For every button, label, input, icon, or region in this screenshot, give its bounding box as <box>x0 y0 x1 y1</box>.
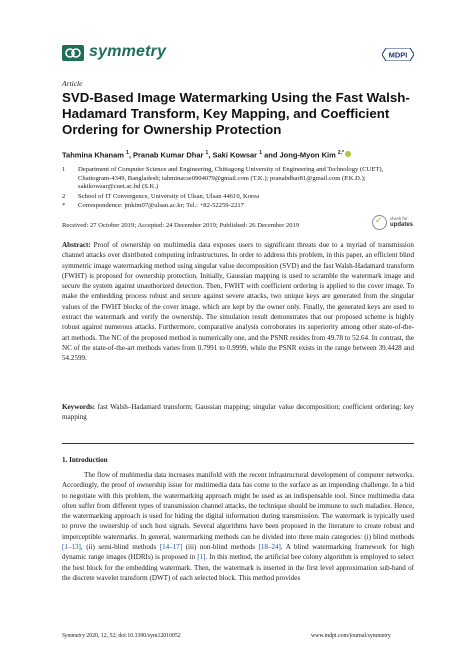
affiliation-number: * <box>62 202 66 209</box>
section-heading: 1. Introduction <box>62 456 108 464</box>
keywords <box>62 402 414 423</box>
correspondence <box>62 202 414 211</box>
author-separator: , <box>128 150 134 160</box>
affiliation <box>62 166 414 192</box>
check-for-updates-badge[interactable] <box>372 213 414 237</box>
citation-link[interactable]: [18–24] <box>258 543 281 552</box>
article-type: Article <box>62 79 83 88</box>
intro-text: The flow of multimedia data increases manifold with the recent infrastructural development of computer networks. Accordingly, the proof of ownership issue for multimedia data has come to the surface as an impending challenge. In a bid to negotiate with this problem, the watermarking approach might be used as an indispensable tool. Since multimedia data often suffer from different types of transmission channel attacks, the technique should be immune to such maladies. Hence, the watermarking approach is used for hiding the digital information during transmission. The watermark is typically used to prove the ownership of such host signals. Several algorithms have been proposed in the literature to create robust and imperceptible watermarks. In general, watermarking methods can be divided into three main categories: (i) blind methods <box>62 471 414 541</box>
intro-paragraph <box>62 470 414 583</box>
citation-link[interactable]: [1] <box>197 553 206 562</box>
orcid-icon[interactable] <box>345 151 351 157</box>
intro-text: , (ii) semi-blind methods <box>80 543 160 552</box>
author-affil: 1 <box>205 150 209 156</box>
journal-name: symmetry <box>89 43 167 60</box>
symmetry-logo-icon <box>62 45 84 61</box>
abstract-text: Proof of ownership on multimedia data exposes users to significant threats due to a myriad of transmission channel attacks over distributed computing infrastructures. In order to address this problem, in this paper, an efficient blind symmetric image watermarking method using singular value decomposition (SVD) and the fast Walsh-Hadamard transform (FWHT) is proposed for ownership protection. Initially, Gaussian mapping is used to scramble the watermark image and secure the system against unauthorized detection. Then, FWHT with coefficient ordering is applied to the cover image. To make the embedding process robust and secure against severe attacks, two unique keys are generated from the singular values of the FWHT blocks of the cover image, which are kept by the owner only. Finally, the generated keys are used to extract the watermark and verify the ownership. The simulation result demonstrates that our proposed scheme is highly robust against numerous attacks. Furthermore, comparative analysis corroborates its superiority among other state-of-the-art methods. The NC of the proposed method is numerically one, and the PSNR resides from 49.78 to 52.64. In contrast, the NC of the state-of-the-art methods varies from 0.7991 to 0.9999, while the PSNR exists in the range between 39.4428 and 54.2599. <box>62 241 414 363</box>
affiliation-text: Department of Computer Science and Engineering, Chittagong University of Engineering and Technology (CUET), Chattogram-4349, Bangladesh; tahminacse0904079@gmail.com (T.K.); pranabdhar81@gmail.com (P.K.D.); sakikowsar@cuet.ac.bd (S.K.) <box>78 166 384 191</box>
keywords-label: Keywords: <box>62 403 96 411</box>
affiliation <box>62 193 414 202</box>
section-divider <box>62 443 414 444</box>
correspondence-text: Correspondence: jmkim07@ulsan.ac.kr; Tel.: +82-52259-2217 <box>78 202 244 209</box>
author-name: Tahmina Khanam <box>62 150 124 160</box>
check-mark-icon: ✓ <box>375 216 383 226</box>
intro-text: . A blind watermarking framework for high dynamic range images (HDRIs) is proposed in <box>62 543 414 562</box>
intro-text: (iii) non-blind methods <box>182 543 259 552</box>
footer-journal-url[interactable]: www.mdpi.com/journal/symmetry <box>311 633 391 639</box>
mdpi-logo <box>382 48 414 61</box>
footer-journal: Symmetry <box>62 633 85 639</box>
check-updates-line1: check for <box>390 216 408 221</box>
check-updates-line2: updates <box>390 222 414 228</box>
citation-link[interactable]: [14–17] <box>159 543 183 552</box>
footer-doi: 2020, 12, 52; doi:10.3390/sym12010052 <box>84 633 181 639</box>
abstract <box>62 240 414 364</box>
author-affil: 1 <box>259 150 262 156</box>
author-affil: 1 <box>126 150 129 156</box>
affiliation-number: 1 <box>62 166 66 173</box>
citation-link[interactable]: [1–13] <box>62 543 81 552</box>
author-separator: , <box>208 150 213 160</box>
intro-text: . In this method, the artificial bee colony algorithm is employed to select the best block for the embedding watermark. Then, the watermark is inserted in the first level approximation sub-band of the discrete wavelet transform (DWT) of each selected block. This method provides <box>62 553 414 582</box>
mdpi-logo-text: MDPI <box>388 50 408 60</box>
author-separator: and <box>261 150 280 160</box>
author-list <box>62 150 351 160</box>
affiliation-number: 2 <box>62 193 66 200</box>
author-affil: 2,* <box>337 150 344 156</box>
author-name: Jong-Myon Kim <box>279 150 336 160</box>
publication-dates: Received: 27 October 2019; Accepted: 24 December 2019; Published: 26 December 2019 <box>62 222 300 229</box>
abstract-label: Abstract: <box>62 241 91 249</box>
author-name: Saki Kowsar <box>212 150 258 160</box>
affiliation-text: School of IT Convergence, University of Ulsan, Ulsan 44610, Korea <box>78 193 260 200</box>
footer-citation <box>62 633 181 639</box>
author-name: Pranab Kumar Dhar <box>133 150 204 160</box>
paper-title: SVD-Based Image Watermarking Using the Fast Walsh-Hadamard Transform, Key Mapping, and Coefficient Ordering for Ownership Protection <box>62 90 410 138</box>
keywords-text: fast Walsh–Hadamard transform; Gaussian mapping; singular value decomposition; coefficient ordering; key mapping <box>62 403 414 422</box>
